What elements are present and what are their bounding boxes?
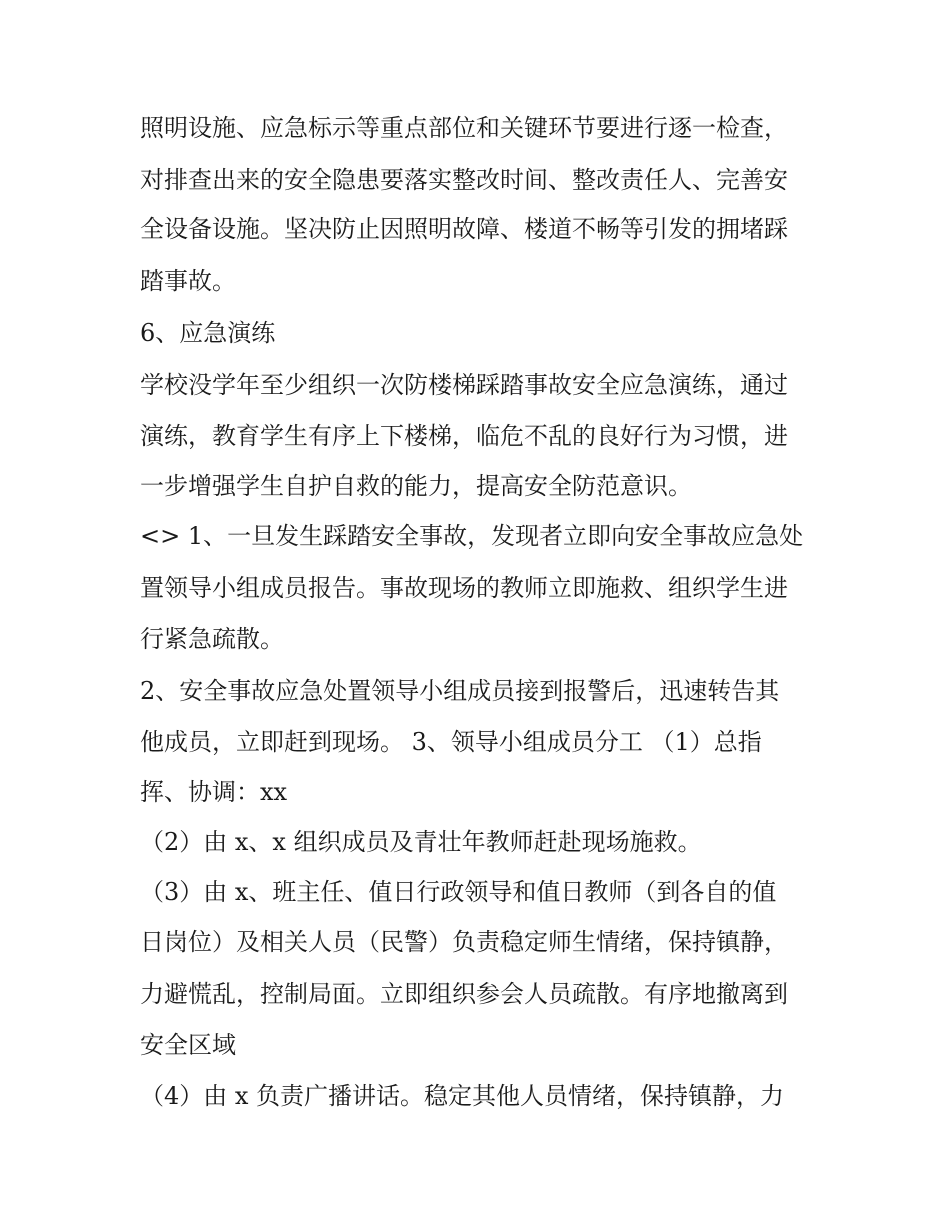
- text-line-7: 演练，教育学生有序上下楼梯，临危不乱的良好行为习惯，进: [140, 422, 788, 450]
- text-line-16: （3）由 x、班主任、值日行政领导和值日教师（到各自的值: [140, 878, 777, 906]
- text-line-6: 学校没学年至少组织一次防楼梯踩踏事故安全应急演练，通过: [140, 371, 788, 399]
- text-line-2: 对排查出来的安全隐患要落实整改时间、整改责任人、完善安: [140, 166, 788, 194]
- text-line-13: 他成员，立即赶到现场。 3、领导小组成员分工 （1）总指: [140, 728, 762, 756]
- text-line-14: 挥、协调：xx: [140, 778, 288, 806]
- section-heading: 6、应急演练: [140, 319, 276, 347]
- text-line-18: 力避慌乱，控制局面。立即组织参会人员疏散。有序地撤离到: [140, 980, 788, 1008]
- text-line-3: 全设备设施。坚决防止因照明故障、楼道不畅等引发的拥堵踩: [140, 215, 788, 243]
- text-line-10: 置领导小组成员报告。事故现场的教师立即施救、组织学生进: [140, 574, 788, 602]
- text-line-17: 日岗位）及相关人员（民警）负责稳定师生情绪，保持镇静，: [140, 928, 788, 956]
- text-line-15: （2）由 x、x 组织成员及青壮年教师赶赴现场施救。: [140, 828, 702, 856]
- text-line-9: <> 1、一旦发生踩踏安全事故，发现者立即向安全事故应急处: [140, 522, 804, 550]
- text-line-12: 2、安全事故应急处置领导小组成员接到报警后，迅速转告其: [140, 677, 780, 705]
- text-line-1: 照明设施、应急标示等重点部位和关键环节要进行逐一检查，: [140, 114, 788, 142]
- text-line-8: 一步增强学生自护自救的能力，提高安全防范意识。: [140, 472, 692, 500]
- text-line-11: 行紧急疏散。: [140, 625, 284, 653]
- text-line-19: 安全区域: [140, 1031, 236, 1059]
- text-line-20: （4）由 x 负责广播讲话。稳定其他人员情绪，保持镇静，力: [140, 1082, 785, 1110]
- text-line-4: 踏事故。: [140, 267, 236, 295]
